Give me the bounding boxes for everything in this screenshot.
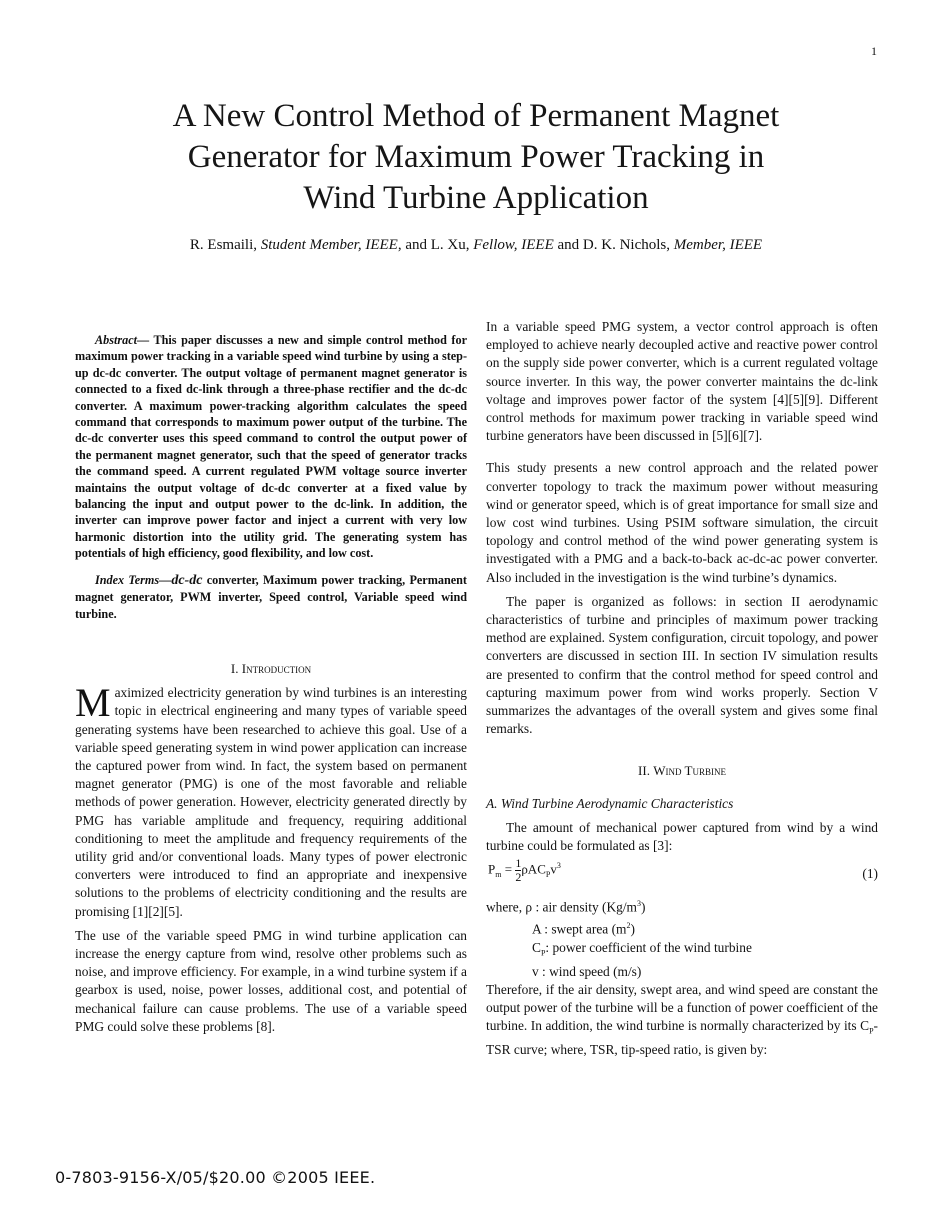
page-number: 1 <box>871 44 877 58</box>
abstract-text: This paper discusses a new and simple control method for maximum power tracking in a variable speed wind turbine by using a step-up dc-dc converter. The output voltage of permanent magnet generator is connected to a fixed dc-link through a three-phase rectifier and the dc-dc converter. A maximum power-tracking algorithm calculates the speed command that corresponds to maximum power output of the turbine. The dc-dc converter uses this speed command to control the output power of the permanent magnet generator, such that the speed of generator tracks the command speed. A current regulated PWM voltage source inverter maintains the output voltage of dc-dc converter at a fixed value by balancing the input and output power to the dc-link. In addition, the inverter can improve power factor and inject a current with very low harmonic distortion into the utility grid. The generating system has potentials of high efficiency, good flexibility, and low cost. <box>75 333 467 561</box>
author-2: , and L. Xu, <box>397 237 470 253</box>
author-list <box>0 237 952 254</box>
where-item-rho <box>486 895 878 917</box>
equation-1 <box>486 857 878 893</box>
where-cp-text: : power coefficient of the wind turbine <box>545 939 752 955</box>
intro-paragraph-2: The use of the variable speed PMG in wind turbine application can increase the energy capture from wind, resolve other problems such as noise, and improve efficiency. For example, in a wind turbine system if a gearbox is used, noise, power losses, additional cost, and potential of mechanical failure can cause problems. The use of a variable speed PMG could solve these problems [8]. <box>75 927 467 1034</box>
where-item-v <box>486 963 878 981</box>
drop-cap: M <box>75 680 111 726</box>
where-rho-end: ) <box>640 899 646 915</box>
eq-lhs: P <box>488 861 496 877</box>
section-2-number: II. <box>638 763 650 779</box>
where-item-area <box>486 917 878 939</box>
where-cp-sub: P <box>540 948 546 958</box>
where-item-cp <box>486 939 878 963</box>
author-1-role: Student Member, IEEE <box>260 237 398 253</box>
right-paragraph-1: In a variable speed PMG system, a vector control approach is often employed to achieve nearly decoupled active and reactive power control on the supply side power converter, which is a current regulated voltage source inverter. In this way, the power converter maintains the dc-link voltage and improves power factor of the system [4][5][9]. Different control methods for maximum power tracking in variable speed wind turbine generators have been discussed in [5][6][7]. <box>486 319 878 444</box>
right-paragraph-3: The paper is organized as follows: in section II aerodynamic characteristics of turbine and principles of maximum power tracking method are explained. System configuration, circuit topology, and power converters are discussed in section III. In section IV simulation results are presented to confirm that the control method for speed control and capturing maximum power from wind works properly. Section V summarizes the advantages of the overall system and gives some final remarks. <box>486 593 878 737</box>
eq-velocity: v <box>550 861 557 877</box>
index-terms-first: dc-dc <box>171 572 203 588</box>
index-terms <box>75 572 467 622</box>
where-area-text: A : swept area (m <box>532 921 627 937</box>
eq-lhs-sub: m <box>495 870 502 880</box>
intro-paragraph-1 <box>75 680 467 921</box>
section-1-number: I. <box>230 660 239 676</box>
abstract-label: Abstract— <box>95 333 150 347</box>
author-3: and D. K. Nichols, <box>553 237 670 253</box>
section-2-paragraph-2 <box>486 981 878 1059</box>
abstract <box>75 332 467 562</box>
title-line-2: Generator for Maximum Power Tracking in <box>187 139 765 175</box>
section-2-paragraph-2a: Therefore, if the air density, swept area, and wind speed are constant the output power of the turbine will be a function of power coefficient of the turbine. In addition, the wind turbine is normally characterized by its C <box>486 981 878 1034</box>
author-2-role: Fellow, IEEE <box>473 237 554 253</box>
section-2-paragraph-2b: -TSR curve; where, TSR, tip-speed ratio, is given by: <box>486 1018 878 1057</box>
eq-rhs: ρAC <box>521 861 546 877</box>
section-1-heading <box>75 660 467 678</box>
right-paragraph-2: This study presents a new control approach and the related power converter topology to track the maximum power without measuring wind or generator speed, which is of great importance for small size and low cost wind turbines. Using PSIM software simulation, the circuit topology and control method of the wind power generating system is investigated with a PMG and a back-to-back ac-dc-ac power converter. Also included in the investigation is the wind turbine’s dynamics. <box>486 460 878 585</box>
where-area-sup: 2 <box>626 920 631 930</box>
where-cp-c: C <box>532 939 541 955</box>
where-rho-sup: 3 <box>636 899 641 909</box>
title-line-3: Wind Turbine Application <box>303 180 649 216</box>
index-terms-label: Index Terms— <box>95 572 172 587</box>
section-2-paragraph-2-sub: P <box>869 1026 874 1036</box>
eq-sign: = <box>504 861 513 877</box>
author-3-role: Member, IEEE <box>673 237 763 253</box>
author-1: R. Esmaili, <box>189 237 258 253</box>
where-rho-text: ρ : air density (Kg/m <box>522 899 637 915</box>
where-v-text: v : wind speed (m/s) <box>532 963 642 979</box>
equation-body <box>488 857 561 884</box>
title-line-1: A New Control Method of Permanent Magnet <box>172 98 780 134</box>
copyright-footer: 0-7803-9156-X/05/$20.00 ©2005 IEEE. <box>55 1168 376 1187</box>
equation-number: (1) <box>862 866 878 882</box>
subsection-heading: A. Wind Turbine Aerodynamic Characteristics <box>486 795 734 811</box>
section-1-title: Introduction <box>241 660 312 676</box>
where-area-end: ) <box>630 921 635 937</box>
eq-velocity-sup: 3 <box>556 861 561 871</box>
left-column <box>75 332 467 1036</box>
section-2-heading <box>486 762 878 780</box>
where-label: where, <box>486 899 523 915</box>
section-2-title: Wind Turbine <box>653 763 726 779</box>
eq-denominator: 2 <box>515 870 522 885</box>
paper-title <box>0 96 952 219</box>
index-terms-text: converter, Maximum power tracking, Permanent magnet generator, PWM inverter, Speed control, Variable speed wind turbine. <box>75 572 467 621</box>
where-list <box>486 895 878 980</box>
right-column <box>486 318 878 1059</box>
eq-rhs-sub: P <box>545 870 551 880</box>
section-2-paragraph-1: The amount of mechanical power captured from wind by a wind turbine could be formulated as [3]: <box>486 819 878 854</box>
intro-paragraph-1-text: aximized electricity generation by wind turbines is an interesting topic in electrical engineering and many types of variable speed generating systems have been researched to achieve this goal. Use of a variable speed generating system in wind power application can increase the captured power from wind. In fact, the system based on permanent magnet generator (PMG) is one of the most favorable and reliable methods of power generation. However, electricity generated directly by PMG has variable amplitude and frequency, requiring additional conditioning to meet the amplitude and frequency requirements of the utility grid and/or conventional loads. Many types of power electronic converters were introduced to find an appropriate and inexpensive solutions to the problems of electricity conditioning and the results are promising [1][2][5]. <box>75 685 467 919</box>
eq-numerator: 1 <box>515 856 522 871</box>
